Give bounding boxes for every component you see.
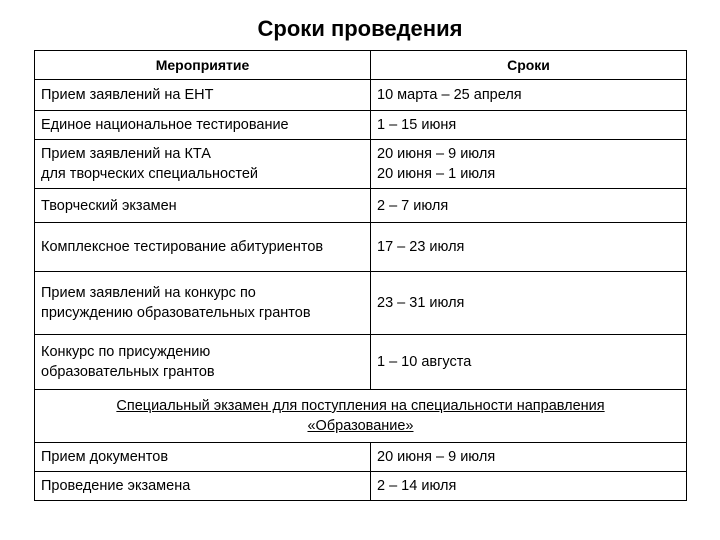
section-heading xyxy=(35,390,687,443)
header-event: Мероприятие xyxy=(35,51,371,80)
table-row xyxy=(35,272,687,335)
dates-text: 20 июня – 1 июля xyxy=(377,166,496,182)
event-cell xyxy=(35,111,371,140)
event-cell xyxy=(35,140,371,189)
event-text: Комплексное тестирование абитуриентов xyxy=(41,239,324,255)
dates-cell xyxy=(371,189,687,223)
dates-cell xyxy=(371,443,687,472)
event-text: Единое национальное тестирование xyxy=(41,117,289,133)
dates-text: 20 июня – 9 июля xyxy=(377,449,496,465)
dates-text: 2 – 14 июля xyxy=(377,478,457,494)
table-row xyxy=(35,189,687,223)
event-text: Прием заявлений на КТА xyxy=(41,146,211,162)
section-heading-text: «Образование» xyxy=(307,418,414,434)
dates-text: 1 – 10 августа xyxy=(377,354,472,370)
dates-text: 10 марта – 25 апреля xyxy=(377,87,522,103)
event-cell xyxy=(35,80,371,111)
dates-cell xyxy=(371,80,687,111)
event-text: для творческих специальностей xyxy=(41,166,258,182)
section-heading-row xyxy=(35,390,687,443)
event-cell xyxy=(35,443,371,472)
dates-cell xyxy=(371,335,687,390)
table-row xyxy=(35,140,687,189)
schedule-table xyxy=(34,50,687,501)
page-title: Сроки проведения xyxy=(257,16,463,41)
event-cell xyxy=(35,472,371,501)
event-cell xyxy=(35,189,371,223)
event-cell xyxy=(35,335,371,390)
event-text: Конкурс по присуждению xyxy=(41,344,211,360)
dates-text: 20 июня – 9 июля xyxy=(377,146,496,162)
dates-cell xyxy=(371,223,687,272)
event-text: Прием документов xyxy=(41,449,169,465)
table-row xyxy=(35,111,687,140)
event-text: присуждению образовательных грантов xyxy=(41,305,311,321)
dates-text: 23 – 31 июля xyxy=(377,295,465,311)
dates-cell xyxy=(371,272,687,335)
table-row xyxy=(35,80,687,111)
event-cell xyxy=(35,272,371,335)
dates-text: 1 – 15 июня xyxy=(377,117,457,133)
event-text: Прием заявлений на ЕНТ xyxy=(41,87,214,103)
dates-text: 17 – 23 июля xyxy=(377,239,465,255)
dates-cell xyxy=(371,472,687,501)
event-text: Проведение экзамена xyxy=(41,478,191,494)
table-row xyxy=(35,335,687,390)
header-dates: Сроки xyxy=(371,51,687,80)
event-text: Творческий экзамен xyxy=(41,197,177,214)
dates-cell xyxy=(371,140,687,189)
event-cell xyxy=(35,223,371,272)
table-header-row xyxy=(35,51,687,80)
event-text: Прием заявлений на конкурс по xyxy=(41,285,256,301)
table-row xyxy=(35,443,687,472)
table-row xyxy=(35,223,687,272)
event-text: образовательных грантов xyxy=(41,364,215,380)
section-heading-text: Специальный экзамен для поступления на специальности направления xyxy=(116,398,605,414)
table-row xyxy=(35,472,687,501)
dates-text: 2 – 7 июля xyxy=(377,197,449,214)
dates-cell xyxy=(371,111,687,140)
